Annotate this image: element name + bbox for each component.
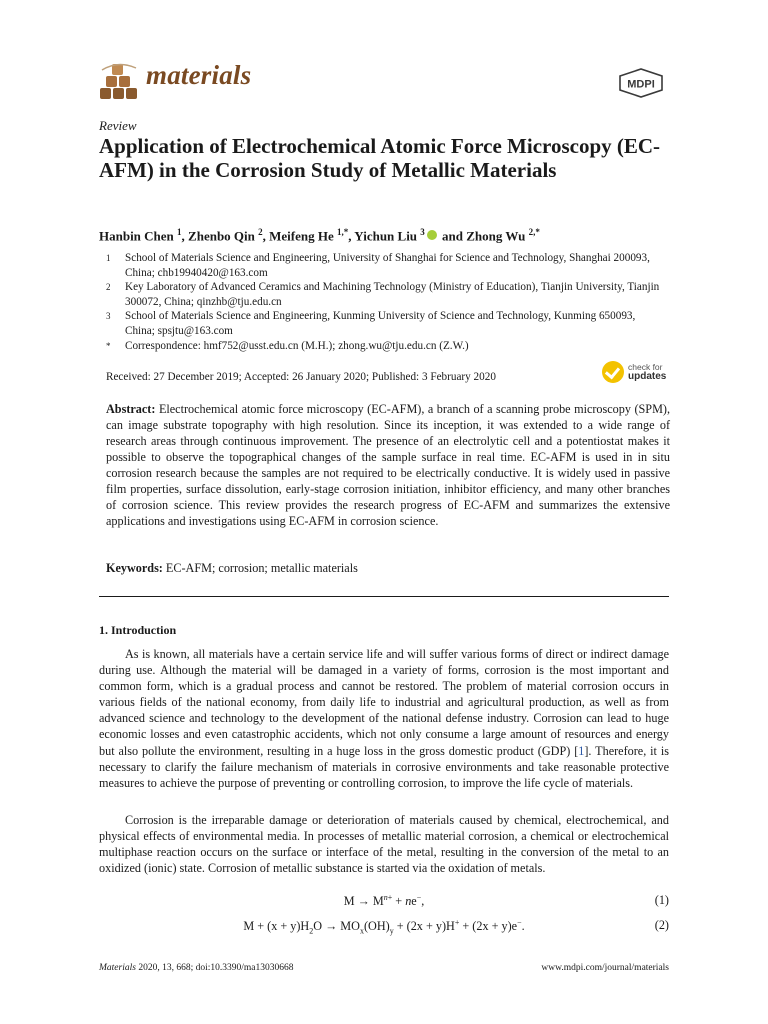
equation-formula: $M + (x + y)H_2O \to MO_x(OH)_y + (2x + y)H^+ + (2x + y)e^-$. bbox=[243, 918, 525, 936]
author-name[interactable]: Zhenbo Qin bbox=[188, 228, 255, 244]
article-title: Application of Electrochemical Atomic Force Microscopy (EC-AFM) in the Corrosion Study of Metallic Materials bbox=[99, 134, 661, 182]
author-affil-mark: 2 bbox=[258, 227, 263, 237]
affiliation-text: Key Laboratory of Advanced Ceramics and Machining Technology (Ministry of Education), Tianjin University, Tianjin 300072, China; qinzhb@tju.edu.cn bbox=[125, 281, 660, 308]
citation-link[interactable]: 1 bbox=[578, 743, 585, 758]
author-affil-mark: 2,* bbox=[528, 227, 540, 237]
author-separator: , bbox=[262, 228, 270, 244]
author-separator: and bbox=[438, 228, 467, 244]
publisher-logo-text: MDPI bbox=[627, 78, 655, 91]
section-heading: 1. Introduction bbox=[99, 623, 177, 637]
keywords-text: EC-AFM; corrosion; metallic materials bbox=[165, 561, 358, 575]
author-affil-mark: 1 bbox=[177, 227, 182, 237]
affiliation-text: School of Materials Science and Engineering, University of Shanghai for Science and Technology, Shanghai 200093, China; chb19940420@163.com bbox=[125, 252, 650, 279]
equation-number: (1) bbox=[654, 893, 669, 907]
journal-name: materials bbox=[146, 60, 252, 90]
mdpi-logo-icon[interactable] bbox=[614, 68, 668, 98]
author-affil-mark: 3 bbox=[420, 227, 425, 237]
equation-2 bbox=[99, 918, 669, 934]
intro-paragraph-2: Corrosion is the irreparable damage or deterioration of materials caused by chemical, electrochemical, and physical effects of environmental media. In processes of metallic material corrosion, a chemical or electrochemical multiphase reaction occurs on the surface or interface of the metal, resulting in the conversion of the metal to an oxidized (ionic) state. Corrosion of metallic substance is started via the oxidation of metals. bbox=[99, 813, 669, 876]
check-updates-line1: check for bbox=[628, 362, 663, 372]
orcid-icon[interactable] bbox=[427, 230, 437, 240]
check-mark-icon bbox=[602, 361, 624, 383]
equation-1 bbox=[99, 893, 669, 909]
citation-footer bbox=[99, 963, 294, 973]
abstract-text: Electrochemical atomic force microscopy (EC-AFM), a branch of a scanning probe microscopy (SPM), can image substrate topography with high resolution. Since its inception, it was extended to a wide range of research areas through continuous improvement. The presence of an electrolytic cell and a potentiostat makes it possible to observe the topographical changes of the sample surface in real time. EC-AFM is used in in situ corrosion research because the samples are not required to be electrically conductive. It is widely used in passive film properties, surface dissolution, early-stage corrosion initiation, inhibitor efficiency, and many other branches of corrosion science. This review provides the research progress of EC-AFM and summarizes the extensive applications and investigations using EC-AFM in corrosion science. bbox=[106, 402, 671, 528]
author-separator: , bbox=[181, 228, 189, 244]
author-separator: , bbox=[348, 228, 355, 244]
author-name[interactable]: Zhong Wu bbox=[466, 228, 526, 244]
journal-logo-icon bbox=[98, 58, 140, 102]
correspondence-text: Correspondence: hmf752@usst.edu.cn (M.H.); zhong.wu@tju.edu.cn (Z.W.) bbox=[125, 340, 469, 352]
keywords-label: Keywords: bbox=[106, 561, 163, 575]
author-list bbox=[99, 227, 540, 244]
author-name[interactable]: Hanbin Chen bbox=[99, 228, 174, 244]
footer-journal: Materials bbox=[99, 963, 136, 973]
affiliation-text: School of Materials Science and Engineering, Kunming University of Science and Technology, Kunming 650093, China; spsjtu@163.com bbox=[125, 310, 636, 337]
author-name[interactable]: Yichun Liu bbox=[354, 228, 418, 244]
footer-citation: 2020, 13, 668; doi:10.3390/ma13030668 bbox=[135, 963, 294, 973]
journal-url-link[interactable]: www.mdpi.com/journal/materials bbox=[541, 963, 669, 973]
keywords bbox=[106, 560, 670, 576]
abstract-label: Abstract: bbox=[106, 402, 156, 416]
equation-formula: $M \to M^{n+} + ne^-$, bbox=[343, 893, 425, 909]
affiliation-mark: 3 bbox=[106, 311, 111, 321]
check-updates-line2: updates bbox=[628, 371, 667, 382]
section-divider bbox=[99, 596, 669, 597]
affiliation-mark: * bbox=[106, 341, 111, 351]
author-affil-mark: 1,* bbox=[337, 227, 349, 237]
affiliation-mark: 1 bbox=[106, 253, 111, 263]
affiliation-mark: 2 bbox=[106, 282, 111, 292]
equation-number: (2) bbox=[654, 918, 669, 932]
check-for-updates-button[interactable] bbox=[602, 361, 672, 387]
paragraph-text: As is known, all materials have a certain service life and will suffer various forms of direct or indirect damage during use. Although the material will be damaged in a variety of forms, corrosion is the most important and common form, which is a gradual process and cannot be restored. The problem of material corrosion occurs in various fields of the national economy, from daily life to industrial and agricultural production, as well as from advanced science and technology to the development of the national defense industry. Corrosion can lead to huge economic losses and even catastrophic accidents, which not only consume a large amount of resources and energy but also pollute the environment, resulting in a huge loss in the gross domestic product (GDP) [ bbox=[99, 647, 669, 758]
author-name[interactable]: Meifeng He bbox=[269, 228, 334, 244]
paragraph-text: ]. Therefore, it is necessary to clarify the failure mechanism of materials in corrosive environments and take reasonable protective measures to achieve the purpose of preventing or controlling corrosion, to improve the life cycle of materials. bbox=[99, 743, 669, 790]
publication-dates: Received: 27 December 2019; Accepted: 26 January 2020; Published: 3 February 2020 bbox=[106, 371, 496, 383]
article-type: Review bbox=[99, 118, 137, 133]
intro-paragraph-1 bbox=[99, 646, 669, 791]
abstract bbox=[106, 401, 670, 529]
